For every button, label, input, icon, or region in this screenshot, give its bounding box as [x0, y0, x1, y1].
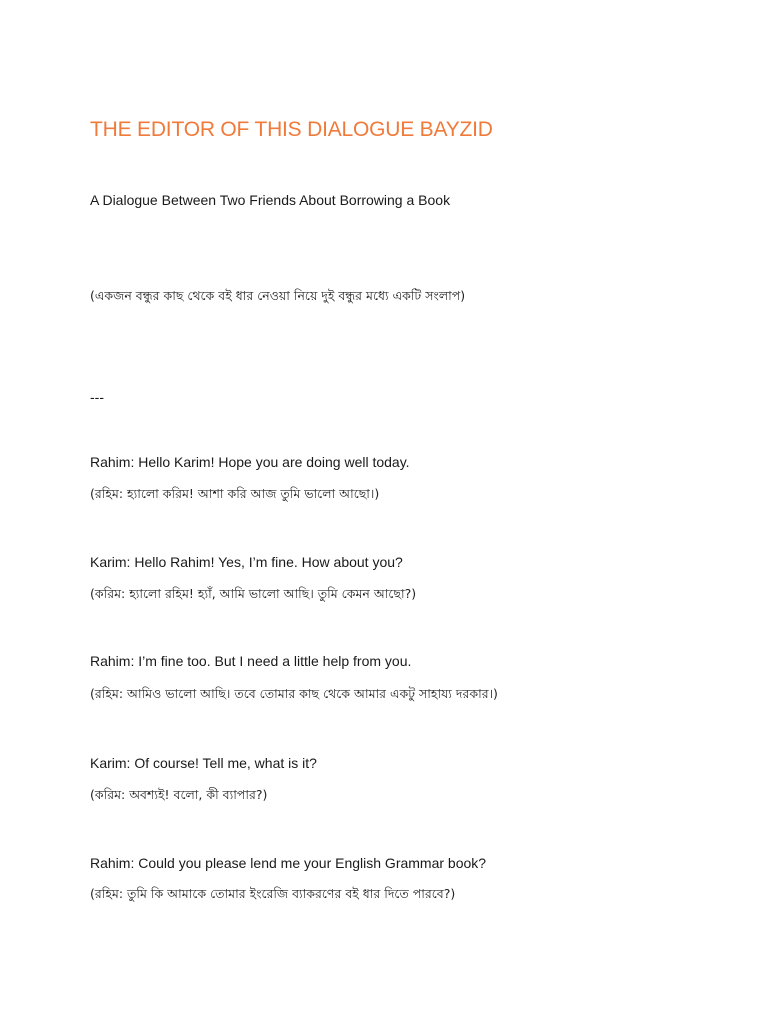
dialogue-line-3-bengali: (রহিম: আমিও ভালো আছি। তবে তোমার কাছ থেকে আমার একটু সাহায্য দরকার।): [90, 686, 498, 701]
dialogue-line-5-bengali: (রহিম: তুমি কি আমাকে তোমার ইংরেজি ব্যাকরণের বই ধার দিতে পারবে?): [90, 886, 456, 901]
dialogue-line-4-bengali: (করিম: অবশ্যই! বলো, কী ব্যাপার?): [90, 787, 268, 802]
dialogue-line-4-english: Karim: Of course! Tell me, what is it?: [90, 755, 317, 771]
section-separator: ---: [90, 389, 104, 405]
dialogue-line-3-english: Rahim: I’m fine too. But I need a little help from you.: [90, 653, 412, 669]
document-title: THE EDITOR OF THIS DIALOGUE BAYZID: [90, 118, 493, 141]
dialogue-line-2-bengali: (করিম: হ্যালো রহিম! হ্যাঁ, আমি ভালো আছি। তুমি কেমন আছো?): [90, 586, 417, 601]
document-subtitle-bengali: (একজন বন্ধুর কাছ থেকে বই ধার নেওয়া নিয়ে দুই বন্ধুর মধ্যে একটি সংলাপ): [90, 288, 466, 303]
dialogue-line-1-bengali: (রহিম: হ্যালো করিম! আশা করি আজ তুমি ভালো আছো।): [90, 486, 380, 501]
dialogue-line-1-english: Rahim: Hello Karim! Hope you are doing well today.: [90, 454, 410, 470]
document-subtitle: A Dialogue Between Two Friends About Borrowing a Book: [90, 192, 451, 208]
dialogue-line-5-english: Rahim: Could you please lend me your English Grammar book?: [90, 855, 487, 871]
dialogue-line-2-english: Karim: Hello Rahim! Yes, I’m fine. How about you?: [90, 554, 403, 570]
